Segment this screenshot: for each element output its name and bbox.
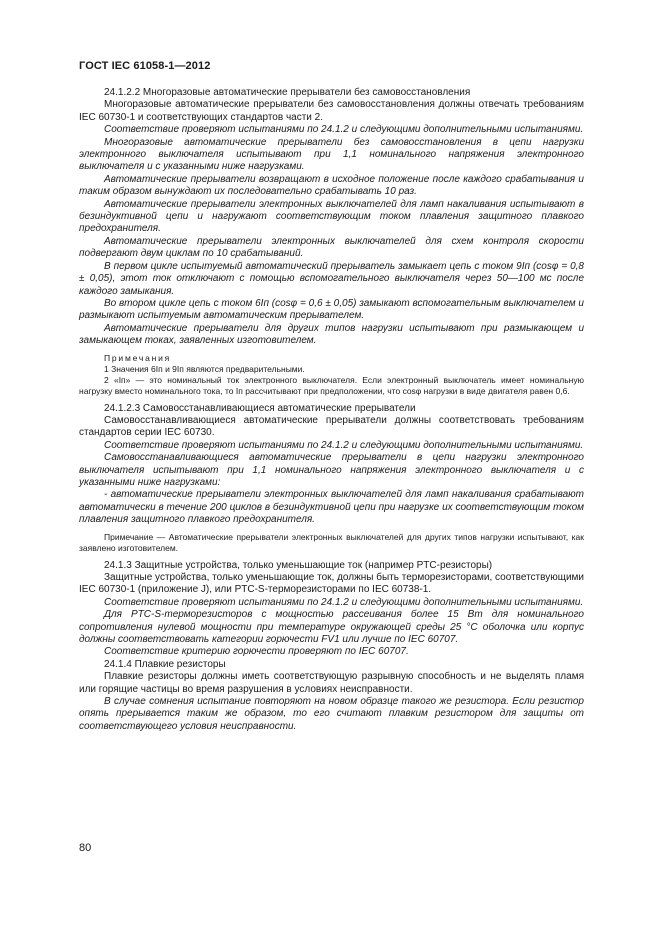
section-heading: 24.1.3 Защитные устройства, только уменьшающие ток (например PTC-резисторы) bbox=[104, 559, 493, 571]
note-item: 1 Значения 6Iп и 9Iп являются предварительными. bbox=[104, 363, 305, 374]
body-paragraph: Самовосстанавливающиеся автоматические прерыватели должны соответствовать требованиям стандартов серии IEC 60730. bbox=[79, 414, 584, 439]
note-item: Примечание — Автоматические прерыватели электронных выключателей для других типов нагрузки испытывают, как заявлено изготовителем. bbox=[79, 531, 584, 553]
body-paragraph: Плавкие резисторы должны иметь соответствующую разрывную способность и не выделять пламя или горящие частицы во время разрушения в условиях неисправности. bbox=[79, 671, 584, 695]
italic-paragraph: В случае сомнения испытание повторяют на новом образце такого же резистора. Если резистор опять прерывается таким же образом, то его считают плавким резистором для защиты от соответствующего условия неисправности. bbox=[79, 696, 584, 732]
notes-heading: Примечания bbox=[104, 352, 172, 363]
italic-paragraph: Автоматические прерыватели возвращают в исходное положение после каждого срабатывания и таким образом вынуждают их последовательно срабатывать 10 раз. bbox=[79, 173, 584, 198]
italic-paragraph: Соответствие критерию горючести проверяют по IEC 60707. bbox=[104, 646, 409, 658]
section-heading: 24.1.2.3 Самовосстанавливающиеся автоматические прерыватели bbox=[104, 402, 416, 414]
italic-paragraph: Автоматические прерыватели для других типов нагрузки испытывают при размыкающем и замыкающем токах, заявленных изготовителем. bbox=[79, 322, 584, 347]
page-number: 80 bbox=[79, 842, 92, 854]
italic-paragraph: Автоматические прерыватели электронных выключателей для схем контроля скорости подвергают двум циклам по 10 срабатываний. bbox=[79, 235, 584, 260]
italic-paragraph: В первом цикле испытуемый автоматический прерыватель замыкает цепь с током 9Iп (cosφ = 0,8 ± 0,05), этот ток отключают с помощью вспомогательного выключателя через 50—100 мс после каждого замыкания. bbox=[79, 260, 584, 297]
italic-paragraph: Многоразовые автоматические прерыватели без самовосстановления в цепи нагрузки электронного выключателя испытывают при 1,1 номинального напряжения электронного выключателя и с указанными ниже нагрузками. bbox=[79, 136, 584, 173]
body-paragraph: Многоразовые автоматические прерыватели без самовосстановления должны отвечать требованиям IEC 60730-1 и соответствующих стандартов части 2. bbox=[79, 99, 584, 123]
italic-paragraph: Самовосстанавливающиеся автоматические прерыватели в цепи нагрузки электронного выключателя испытывают при 1,1 номинального напряжения электронного выключателя и с указанными ниже нагрузками: bbox=[79, 452, 584, 488]
note-item: 2 «Iп» — это номинальный ток электронного выключателя. Если электронный выключатель имеет номинальную нагрузку вместо номинального тока, то Iп рассчитывают при предположении, что cosφ нагрузки в виде двигателя равен 0,6. bbox=[79, 374, 584, 396]
italic-paragraph: Автоматические прерыватели электронных выключателей для ламп накаливания испытывают в безиндуктивной цепи и нагружают соответствующим током плавления защитного плавкого предохранителя. bbox=[79, 198, 584, 235]
section-heading: 24.1.4 Плавкие резисторы bbox=[104, 658, 226, 670]
italic-paragraph: Во втором цикле цепь с током 6Iп (cosφ = 0,6 ± 0,05) замыкают вспомогательным выключателем и размыкают испытуемым автоматическим прерывателем. bbox=[79, 297, 584, 322]
italic-paragraph: Соответствие проверяют испытаниями по 24.1.2 и следующими дополнительными испытаниями. bbox=[104, 124, 584, 136]
section-heading: 24.1.2.2 Многоразовые автоматические прерыватели без самовосстановления bbox=[104, 87, 471, 98]
page-header: ГОСТ IEC 61058-1—2012 bbox=[79, 60, 211, 72]
document-body bbox=[79, 87, 584, 733]
italic-paragraph: Для PTC-S-терморезисторов с мощностью рассеивания более 15 Вт для номинального сопротивления нулевой мощности при температуре окружающей среды 25 °С оболочка или корпус должны соответствовать категории горючести FV1 или лучше по IEC 60707. bbox=[79, 609, 584, 646]
body-paragraph: Защитные устройства, только уменьшающие ток, должны быть терморезисторами, соответствующими IEC 60730-1 (приложение J), или PTC-S-терморезисторами по IEC 60738-1. bbox=[79, 572, 584, 596]
italic-paragraph: - автоматические прерыватели электронных выключателей для ламп накаливания срабатывают автоматически в течение 200 циклов в безиндуктивной цепи при нагрузке их соответствующим током плавления защитного плавкого предохранителя. bbox=[79, 489, 584, 526]
italic-paragraph: Соответствие проверяют испытаниями по 24.1.2 и следующими дополнительными испытаниями. bbox=[104, 596, 584, 608]
italic-paragraph: Соответствие проверяют испытаниями по 24.1.2 и следующими дополнительными испытаниями. bbox=[104, 439, 584, 451]
